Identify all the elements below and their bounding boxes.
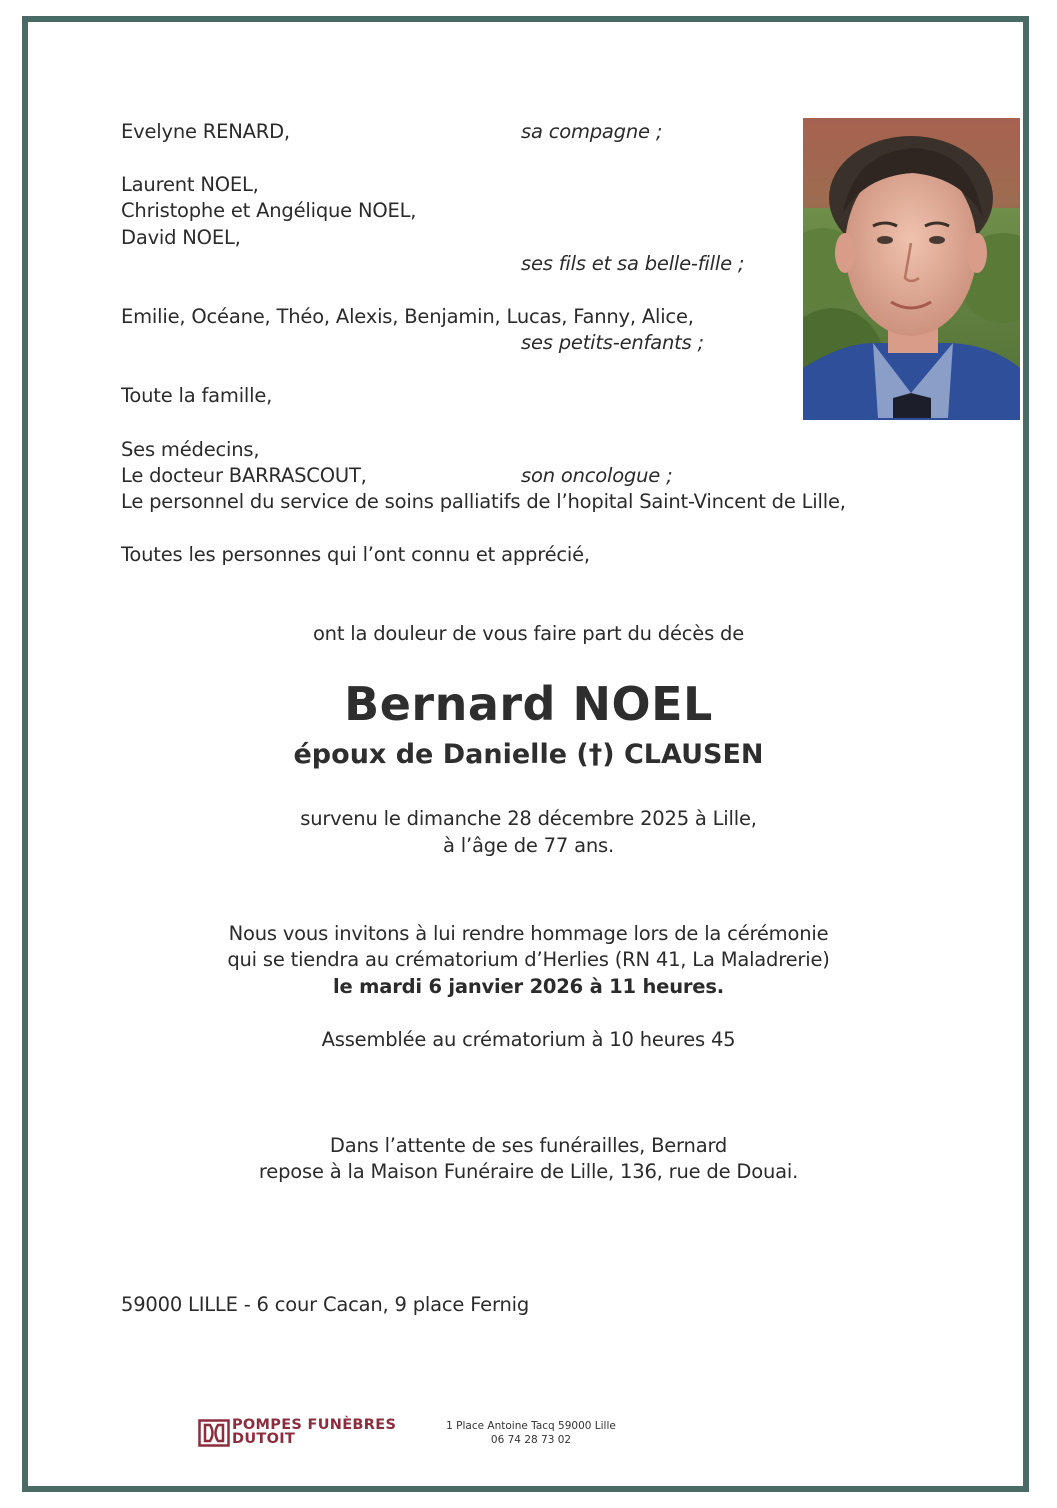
grandchildren: Emilie, Océane, Théo, Alexis, Benjamin, Lucas, Fanny, Alice, — [121, 305, 694, 328]
sons-role: ses fils et sa belle-fille ; — [521, 252, 745, 275]
funeral-home-address: 1 Place Antoine Tacq 59000 Lille — [446, 1420, 616, 1432]
funeral-home-phone: 06 74 28 73 02 — [490, 1434, 572, 1446]
palliative-staff: Le personnel du service de soins palliatifs de l’hopital Saint-Vincent de Lille, — [121, 490, 846, 513]
son-2: Christophe et Angélique NOEL, — [121, 199, 417, 222]
companion-role: sa compagne ; — [521, 120, 663, 143]
grandchildren-role: ses petits-enfants ; — [521, 331, 704, 354]
assembly-time: Assemblée au crématorium à 10 heures 45 — [321, 1028, 736, 1051]
son-3: David NOEL, — [121, 226, 241, 249]
whole-family: Toute la famille, — [121, 384, 273, 407]
funeral-home-logo — [196, 1416, 436, 1450]
announcement-intro: ont la douleur de vous faire part du décès de — [312, 622, 745, 645]
death-line-1: survenu le dimanche 28 décembre 2025 à Lille, — [300, 807, 757, 830]
rest-line-1: Dans l’attente de ses funérailles, Bernard — [329, 1134, 728, 1157]
ceremony-line-1: Nous vous invitons à lui rendre hommage lors de la cérémonie — [228, 922, 829, 945]
doctor: Le docteur BARRASCOUT, — [121, 464, 367, 487]
spouse-line: époux de Danielle (†) CLAUSEN — [293, 739, 764, 770]
doctors: Ses médecins, — [121, 438, 260, 461]
portrait-photo — [803, 118, 1020, 420]
ceremony-line-2: qui se tiendra au crématorium d’Herlies (RN 41, La Maladrerie) — [227, 948, 830, 971]
deceased-name: Bernard NOEL — [344, 677, 713, 731]
family-address: 59000 LILLE - 6 cour Cacan, 9 place Fernig — [121, 1293, 529, 1316]
death-line-2: à l’âge de 77 ans. — [443, 834, 614, 857]
all-people: Toutes les personnes qui l’ont connu et apprécié, — [121, 543, 590, 566]
companion-name: Evelyne RENARD, — [121, 120, 290, 143]
funeral-home-name-1: POMPES FUNÈBRES — [232, 1417, 397, 1433]
son-1: Laurent NOEL, — [121, 173, 259, 196]
ceremony-date: le mardi 6 janvier 2026 à 11 heures. — [333, 975, 724, 998]
funeral-home-logo-icon — [198, 1419, 230, 1447]
funeral-home-name-2: DUTOIT — [232, 1431, 296, 1447]
doctor-role: son oncologue ; — [521, 464, 673, 487]
rest-line-2: repose à la Maison Funéraire de Lille, 136, rue de Douai. — [258, 1160, 799, 1183]
